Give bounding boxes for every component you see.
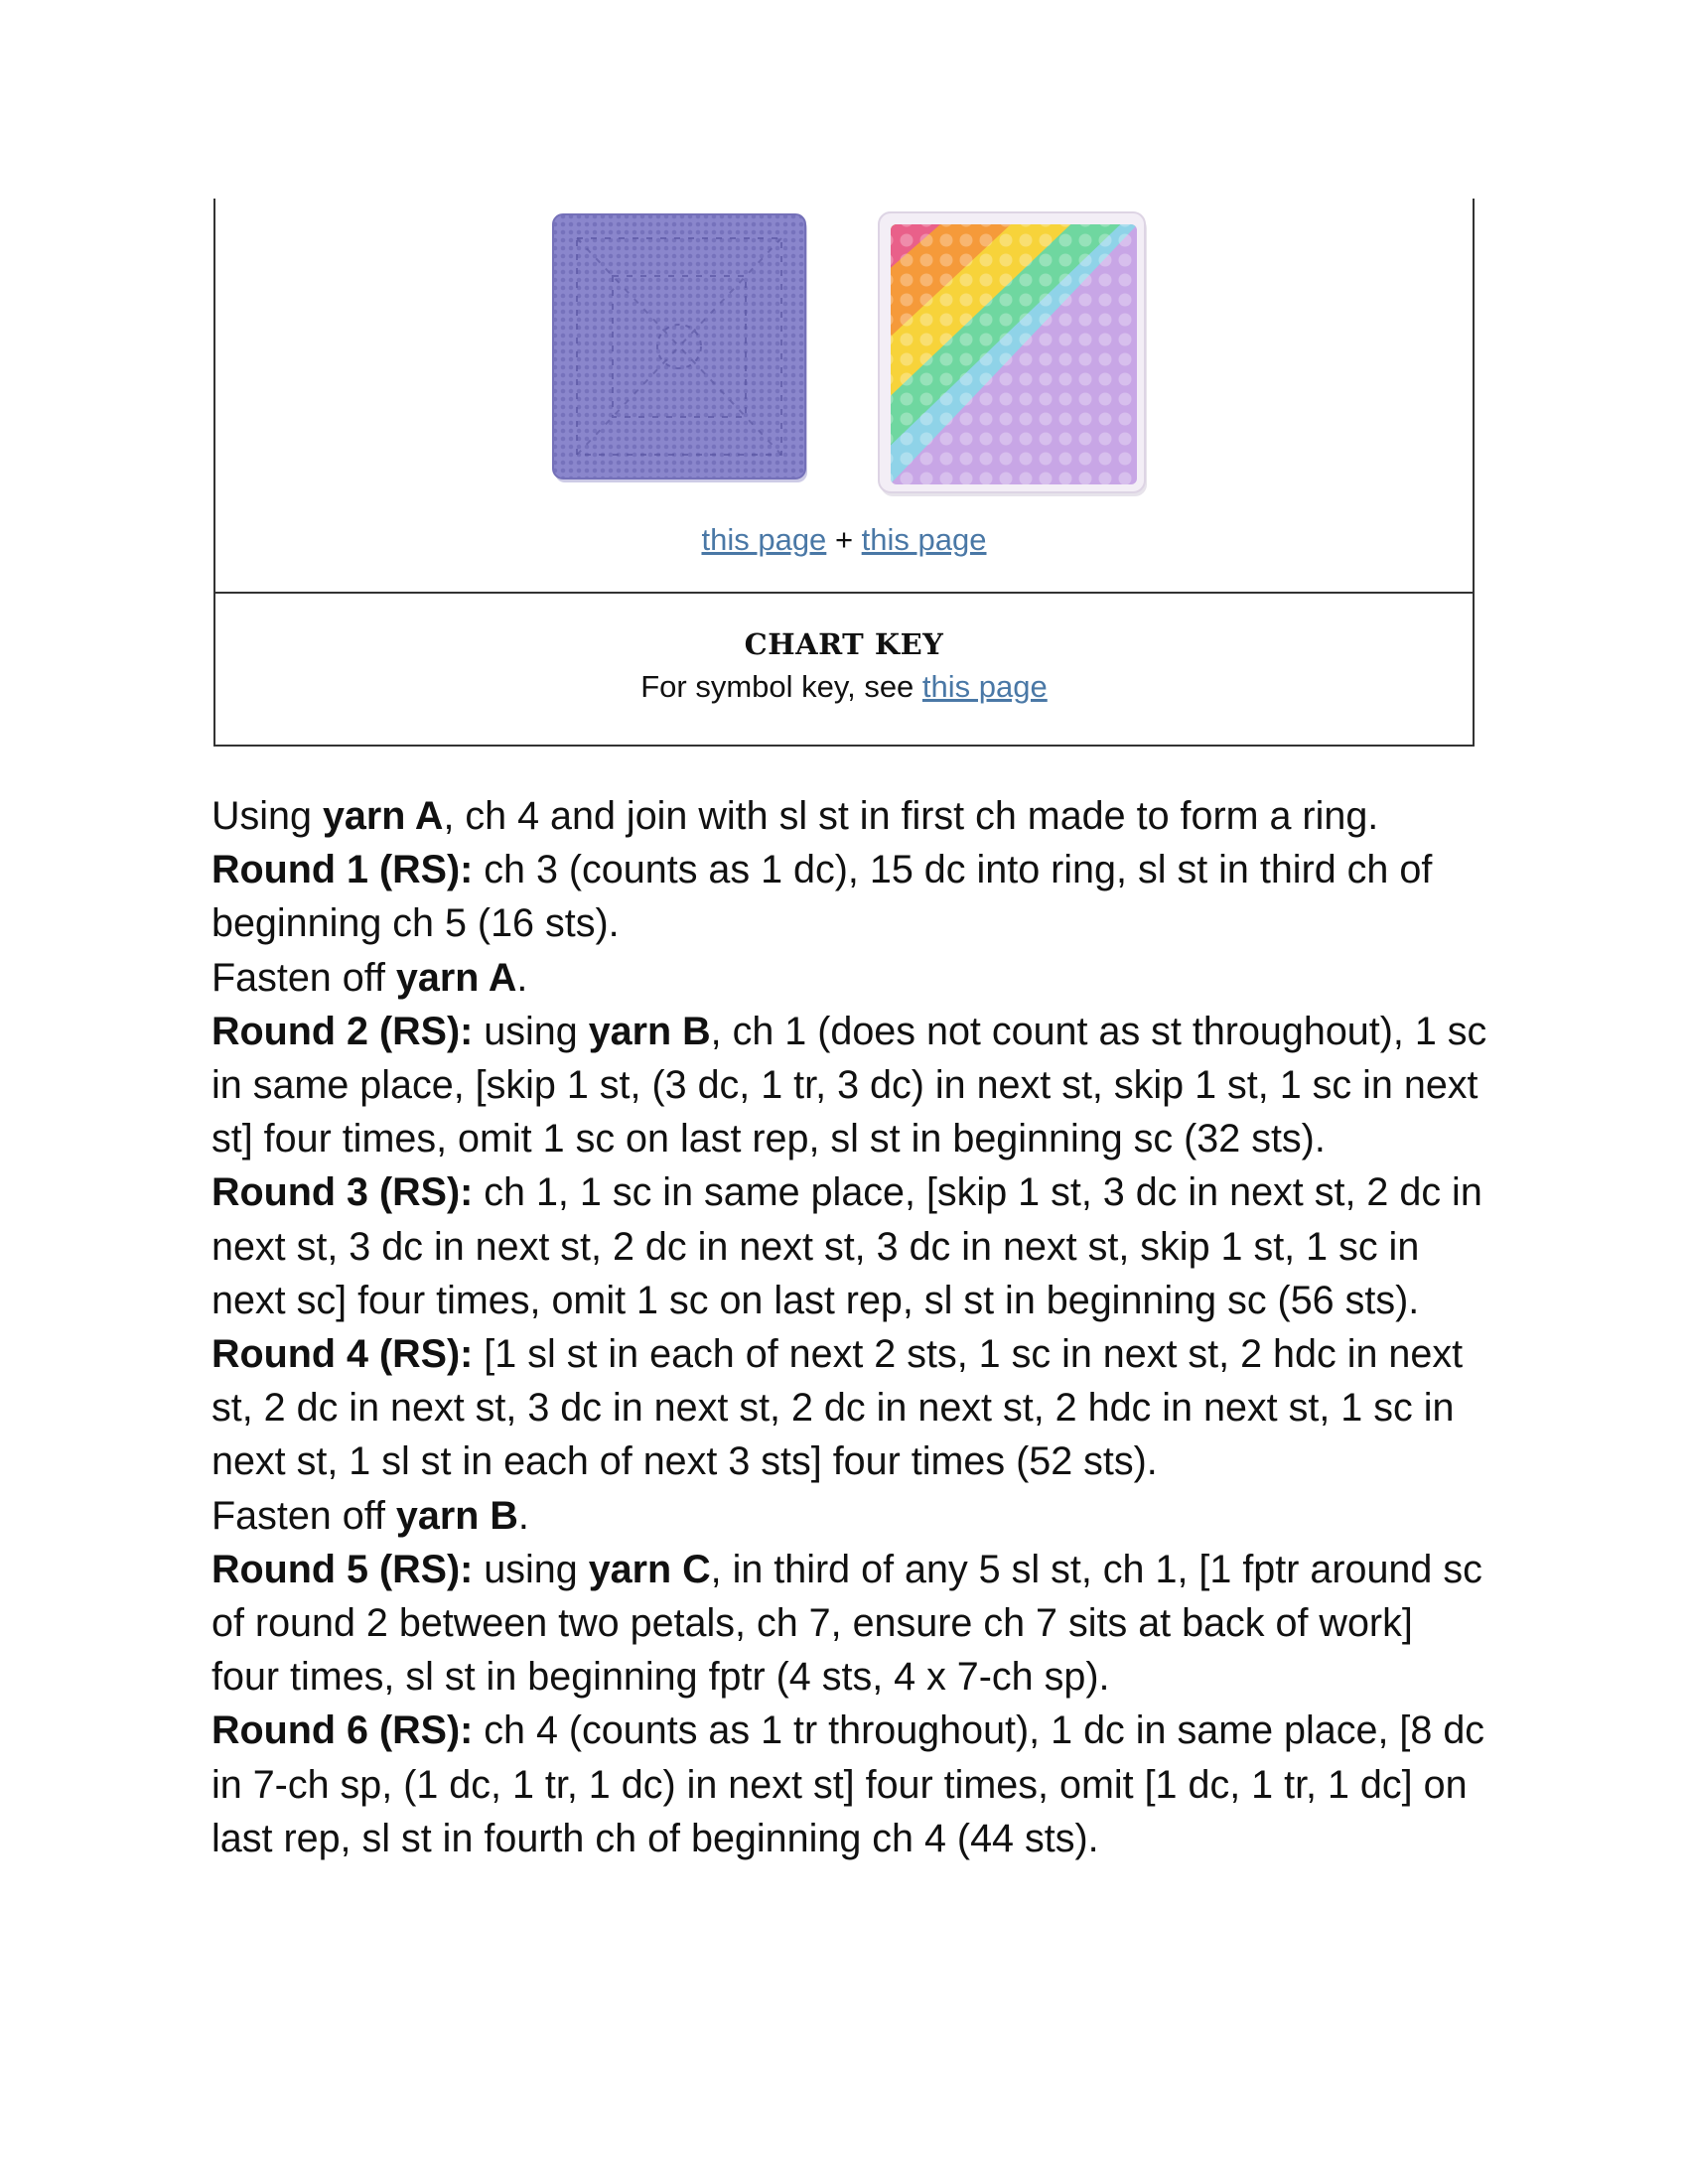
- crochet-square-rainbow-icon: [877, 210, 1151, 498]
- fasten-b-yarn: yarn B: [395, 1493, 518, 1538]
- fasten-a-text-2: .: [516, 955, 528, 1000]
- round-2-text-2: , ch 1 (does not count as st throughout), 1 sc in same place, [skip 1 st, (3 dc, 1 tr, 3 dc) in next st, skip 1 st, 1 sc in next st] four times, omit 1 sc on last rep, sl st in beginning sc (32 sts).: [211, 1009, 1487, 1161]
- round-3-label: Round 3 (RS):: [211, 1170, 474, 1215]
- pattern-header-table: [213, 199, 1475, 747]
- pattern-instructions: [211, 789, 1487, 1865]
- chart-key-link[interactable]: this page: [921, 669, 1048, 704]
- intro-yarn: yarn A: [322, 794, 444, 838]
- round-4-label: Round 4 (RS):: [211, 1332, 474, 1377]
- link-purple-square[interactable]: this page: [701, 522, 827, 557]
- intro-line: [211, 789, 1487, 843]
- fasten-off-b: [211, 1489, 1487, 1543]
- round-1: [211, 843, 1487, 950]
- round-4-text: [1 sl st in each of next 2 sts, 1 sc in next st, 2 hdc in next st, 2 dc in next st, 3 dc in next st, 2 dc in next st, 2 hdc in next st, 1 sc in next st, 1 sl st in each of next 3 sts] four times (52 sts).: [211, 1332, 1464, 1484]
- intro-text-2: , ch 4 and join with sl st in first ch made to form a ring.: [443, 794, 1379, 838]
- crochet-square-purple-icon: [551, 212, 811, 486]
- chart-key-label: For symbol key, see: [640, 669, 922, 704]
- round-5-yarn: yarn C: [588, 1547, 711, 1591]
- photo-cell: [215, 199, 1473, 594]
- round-3: [211, 1165, 1487, 1327]
- fasten-b-text-2: .: [517, 1493, 529, 1538]
- chart-key-text: [215, 669, 1473, 705]
- photo-links: [215, 522, 1473, 558]
- round-4: [211, 1327, 1487, 1489]
- plus-separator: +: [834, 522, 854, 557]
- intro-text-1: Using: [211, 794, 323, 838]
- round-5-text-2: , in third of any 5 sl st, ch 1, [1 fptr around sc of round 2 between two petals, ch 7, ensure ch 7 sits at back of work] four times, sl st in beginning fptr (4 sts, 4 x 7-ch sp).: [211, 1547, 1482, 1700]
- round-5-label: Round 5 (RS):: [211, 1547, 474, 1591]
- round-5: [211, 1543, 1487, 1705]
- round-2-text-1: using: [473, 1009, 589, 1053]
- round-6-text: ch 4 (counts as 1 tr throughout), 1 dc in same place, [8 dc in 7-ch sp, (1 dc, 1 tr, 1 dc) in next st] four times, omit [1 dc, 1 tr, 1 dc] on last rep, sl st in fourth ch of beginning ch 4 (44 sts).: [211, 1708, 1485, 1860]
- chart-key-title: CHART KEY: [744, 627, 944, 661]
- fasten-b-text-1: Fasten off: [211, 1493, 396, 1538]
- round-6-label: Round 6 (RS):: [211, 1708, 474, 1753]
- round-1-text: ch 3 (counts as 1 dc), 15 dc into ring, sl st in third ch of beginning ch 5 (16 sts).: [211, 848, 1433, 946]
- round-5-text-1: using: [473, 1547, 589, 1591]
- chart-key-cell: [215, 594, 1473, 745]
- link-rainbow-square[interactable]: this page: [861, 522, 987, 557]
- round-1-label: Round 1 (RS):: [211, 848, 474, 892]
- fasten-off-a: [211, 951, 1487, 1005]
- round-2-label: Round 2 (RS):: [211, 1009, 474, 1053]
- fasten-a-yarn: yarn A: [395, 955, 517, 1000]
- fasten-a-text-1: Fasten off: [211, 955, 396, 1000]
- round-2-yarn: yarn B: [588, 1009, 711, 1053]
- round-3-text: ch 1, 1 sc in same place, [skip 1 st, 3 dc in next st, 2 dc in next st, 3 dc in next st, 2 dc in next st, 3 dc in next st, skip 1 st, 1 sc in next sc] four times, omit 1 sc on last rep, sl st in beginning sc (56 sts).: [211, 1170, 1482, 1322]
- round-2: [211, 1005, 1487, 1166]
- round-6: [211, 1704, 1487, 1865]
